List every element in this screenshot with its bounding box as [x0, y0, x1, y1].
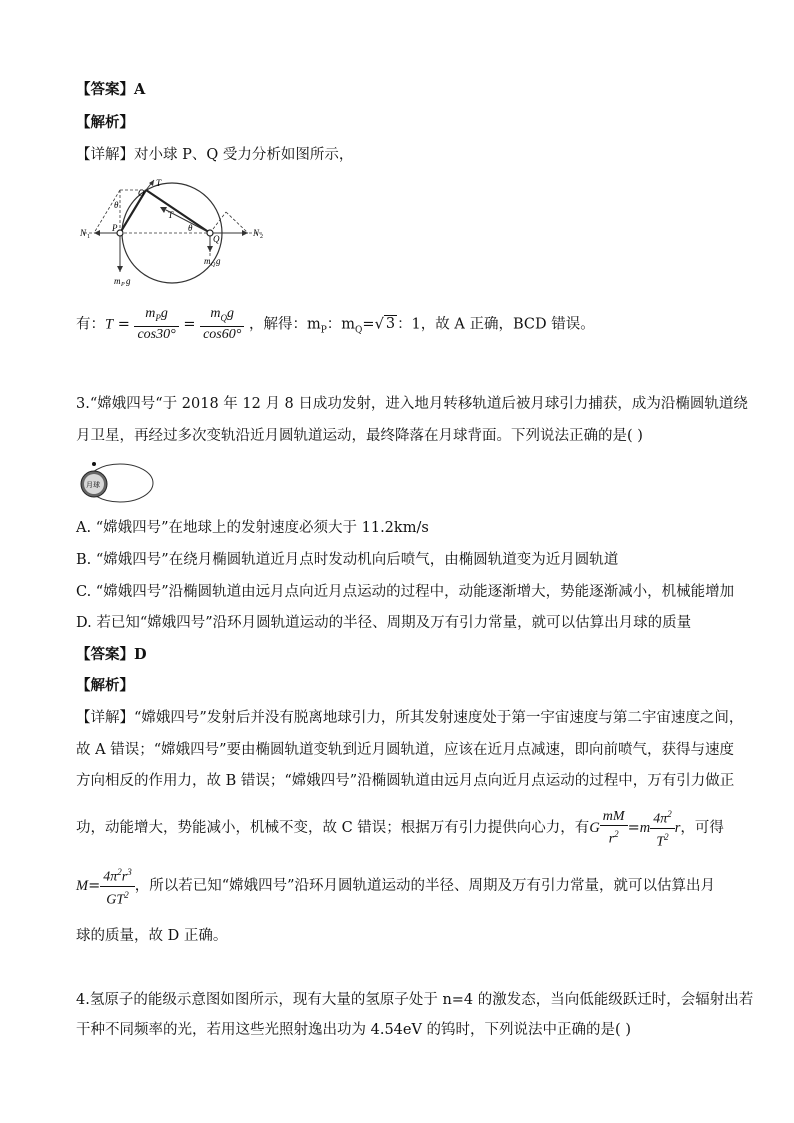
- label-N2: N: [253, 228, 260, 238]
- q3-analysis-label: 【解析】: [76, 677, 134, 694]
- T-symbol: T: [105, 316, 114, 333]
- q3-detail-line4: 功，动能增大，势能减小，机械不变，故 C 错误；根据万有引力提供向心力，有G $\frac{mM}{r^2}$ =m $\frac{4\pi^2}{T^2}$ r，可得: [76, 806, 724, 850]
- label-theta-mid: θ: [188, 223, 193, 233]
- q3-detail-line5: M= $\frac{4\pi^2r^3}{GT^2}$ ，所以若已知“嫦娥四号”沿环月圆轨道运动的半径、周期及万有引力常量，就可以估算出月: [76, 864, 715, 908]
- q3-option-c: C. “嫦娥四号”沿椭圆轨道由远月点向近月点运动的过程中，动能逐渐增大，势能逐渐减小，机械能增加: [76, 584, 735, 600]
- q3-detail-line1: 【详解】“嫦娥四号”发射后并没有脱离地球引力，所其发射速度处于第一宇宙速度与第二宇宙速度之间，: [76, 710, 744, 726]
- q2-detail: 【详解】对小球 P、Q 受力分析如图所示，: [76, 147, 354, 163]
- label-mP-sub: P: [121, 282, 125, 288]
- label-mP: m: [114, 276, 121, 286]
- q4-stem-line1: 4.氢原子的能级示意图如图所示，现有大量的氢原子处于 n=4 的激发态，当向低能级跃迁时，会辐射出若: [76, 992, 754, 1008]
- solve-text: ，解得：m: [248, 316, 321, 333]
- q3-option-b: B. “嫦娥四号”在绕月椭圆轨道近月点时发动机向后喷气，由椭圆轨道变为近月圆轨道: [76, 552, 619, 568]
- label-N2-sub: 2: [260, 234, 263, 240]
- label-mP-g: g: [126, 276, 131, 286]
- q2-formula-line: 有：T = $\frac{m_Pg}{\cos 30^\circ}$ = $\frac{m_Qg}{\cos 60^\circ}$ ，解得：$m_P$：$m_Q=√$ 3 ：1，故 A 正确，BCD 错误。: [76, 306, 595, 342]
- q3-answer: 【答案】D: [76, 646, 147, 663]
- label-mQ: m: [204, 256, 211, 266]
- q3-detail-line3: 方向相反的作用力，故 B 错误；“嫦娥四号”沿椭圆轨道由远月点向近月点运动的过程中，万有引力做正: [76, 773, 735, 789]
- label-N1-sub: 1: [87, 234, 90, 240]
- label-T-top: T: [156, 178, 162, 188]
- formula-prefix: 有：: [76, 316, 105, 333]
- label-P: P: [112, 223, 118, 233]
- moon-label: 月球: [86, 481, 100, 489]
- q3-stem-line2: 月卫星，再经过多次变轨沿近月圆轨道运动，最终降落在月球背面。下列说法正确的是( ): [76, 428, 643, 444]
- label-T-mid: T: [168, 210, 174, 220]
- sqrt-3: 3: [385, 316, 396, 333]
- q4-stem-line2: 干种不同频率的光，若用这些光照射逸出功为 4.54eV 的钨时，下列说法中正确的是( ): [76, 1022, 631, 1038]
- label-N1: N: [80, 228, 87, 238]
- q3-detail-line6: 球的质量，故 D 正确。: [76, 928, 228, 944]
- eq-1: =: [117, 316, 130, 333]
- q3-detail-line2: 故 A 错误；“嫦娥四号”要由椭圆轨道变轨到近月圆轨道，应该在近月点减速，即向前喷气，获得与速度: [76, 742, 735, 758]
- q3-option-a: A. “嫦娥四号”在地球上的发射速度必须大于 11.2km/s: [76, 520, 429, 536]
- label-mQ-g: g: [216, 256, 221, 266]
- fraction-mM-r2: $\frac{mM}{r^2}$: [600, 809, 628, 848]
- fraction-4pi2-T2: $\frac{4\pi^2}{T^2}$: [650, 806, 675, 850]
- eq-2: =: [183, 316, 196, 333]
- label-mQ-sub: Q: [211, 262, 216, 268]
- q3-stem-line1: 3.“嫦娥四号“于 2018 年 12 月 8 日成功发射，进入地月转移轨道后被月球引力捕获，成为沿椭圆轨道绕: [76, 396, 748, 412]
- label-theta-left: θ: [114, 200, 119, 210]
- q2-analysis-label: 【解析】: [76, 114, 134, 131]
- fraction-mPg-cos30: $\frac{m_Pg}{\cos 30^\circ}$: [134, 306, 178, 343]
- label-Q: Q: [213, 234, 220, 244]
- fraction-4pi2r3-GT2: $\frac{4\pi^2r^3}{GT^2}$: [100, 864, 134, 908]
- force-diagram: [76, 176, 276, 294]
- moon-orbit-diagram: [76, 456, 158, 506]
- solve-tail: ：1，故 A 正确，BCD 错误。: [397, 316, 595, 333]
- fraction-mQg-cos60: $\frac{m_Qg}{\cos 60^\circ}$: [200, 306, 244, 343]
- q3-option-d: D. 若已知“嫦娥四号”沿环月圆轨道运动的半径、周期及万有引力常量，就可以估算出月球的质量: [76, 615, 692, 631]
- q2-answer: 【答案】A: [76, 81, 146, 98]
- label-O: O: [138, 188, 145, 198]
